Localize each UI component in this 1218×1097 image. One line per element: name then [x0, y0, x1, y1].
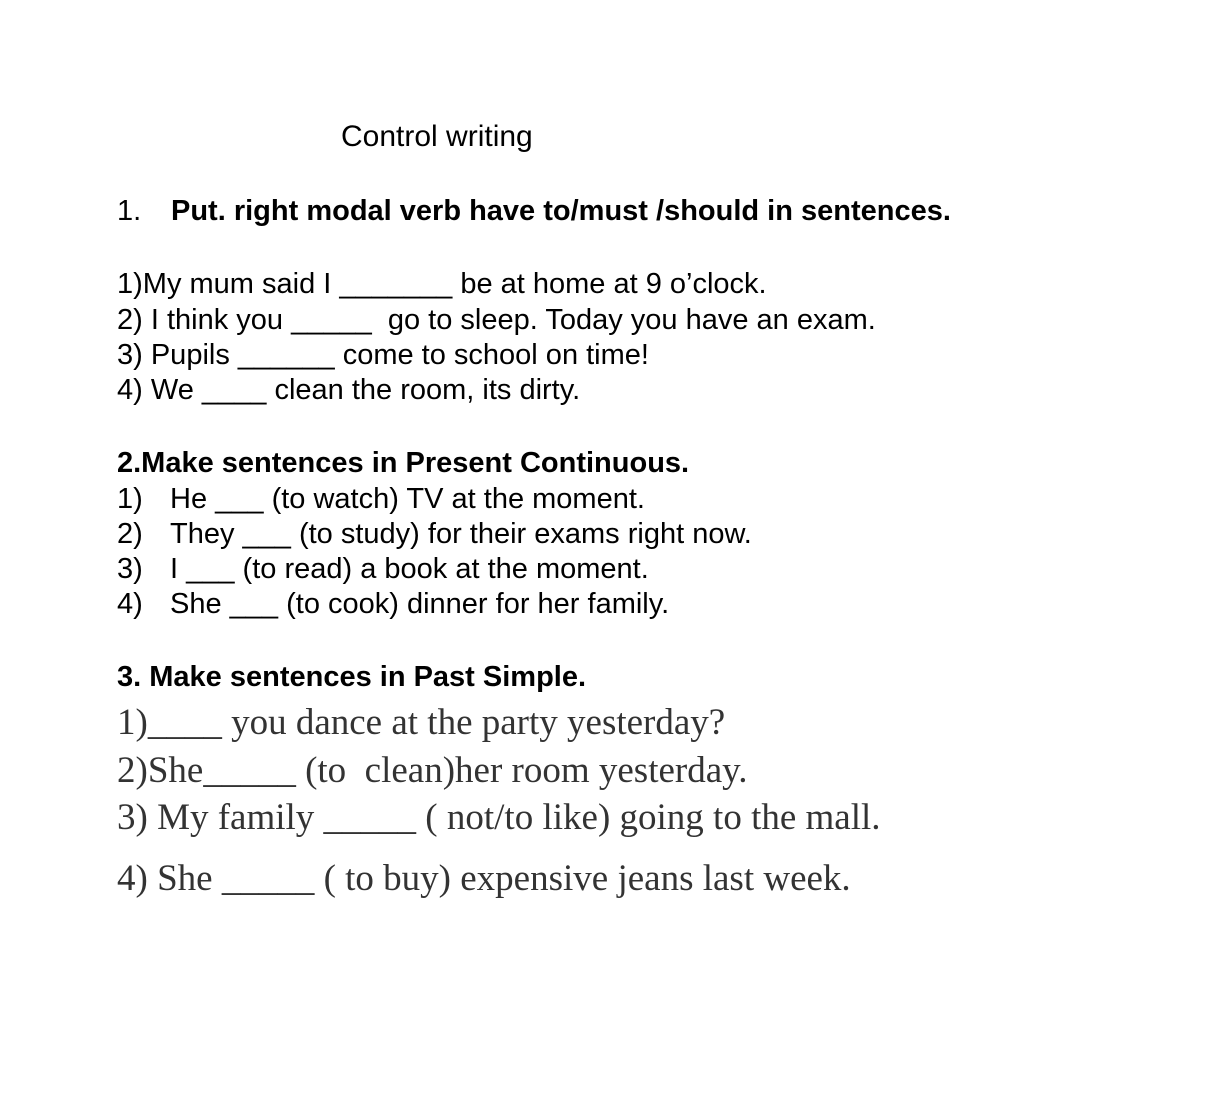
section1-item-4: 4) We ____ clean the room, its dirty.: [117, 374, 581, 406]
section2-item-3-text: I ___ (to read) a book at the moment.: [170, 553, 649, 585]
section2-item-3-index: 3): [117, 553, 143, 585]
section1-item-1: 1)My mum said I _______ be at home at 9 o’clock.: [117, 268, 767, 300]
section1-heading-text: Put. right modal verb have to/must /should in sentences.: [171, 195, 951, 227]
section2-item-1: [117, 485, 645, 514]
section3-item-1: 1)____ you dance at the party yesterday?: [117, 702, 726, 743]
section2-heading: 2.Make sentences in Present Continuous.: [117, 447, 690, 479]
section2-item-4-index: 4): [117, 588, 143, 620]
section2-item-2-index: 2): [117, 518, 143, 550]
section2-item-4-text: She ___ (to cook) dinner for her family.: [170, 588, 670, 620]
section1-number: 1.: [117, 195, 142, 227]
section3-item-4: 4) She _____ ( to buy) expensive jeans last week.: [117, 858, 851, 899]
page-title: Control writing: [341, 120, 533, 153]
section1-item-3: 3) Pupils ______ come to school on time!: [117, 339, 649, 371]
section1-item-2: 2) I think you _____ go to sleep. Today you have an exam.: [117, 304, 876, 336]
section3-item-3: 3) My family _____ ( not/to like) going to the mall.: [117, 797, 881, 838]
section1-heading: [117, 197, 951, 226]
section2-item-1-text: He ___ (to watch) TV at the moment.: [170, 483, 645, 515]
section2-item-3: [117, 555, 649, 584]
section3-heading: 3. Make sentences in Past Simple.: [117, 661, 587, 693]
section2-item-2: [117, 520, 752, 549]
section2-item-2-text: They ___ (to study) for their exams right now.: [170, 518, 752, 550]
section2-item-4: [117, 590, 669, 619]
section2-item-1-index: 1): [117, 483, 143, 515]
section3-item-2: 2)She_____ (to clean)her room yesterday.: [117, 750, 748, 791]
